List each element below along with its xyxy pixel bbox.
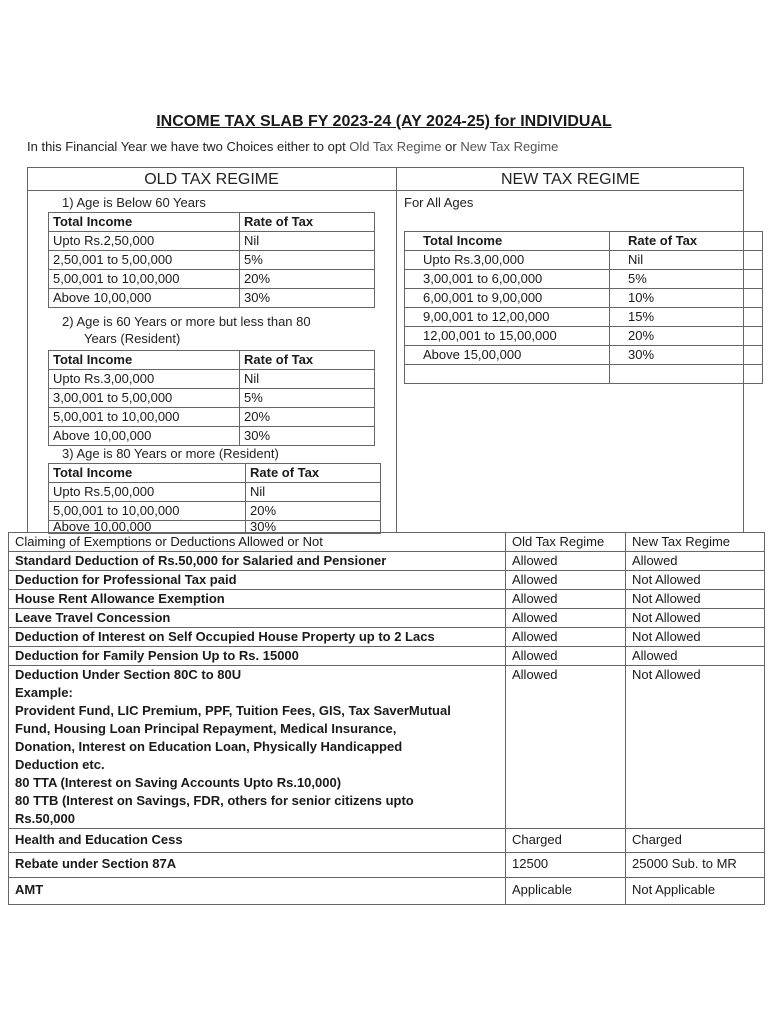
section-80-cell (9, 666, 506, 829)
table-row (49, 232, 375, 251)
income-cell: 9,00,001 to 12,00,000 (405, 308, 610, 327)
income-cell: 5,00,001 to 10,00,000 (49, 270, 240, 289)
header-old-regime: Old Tax Regime (506, 533, 626, 552)
old-status-cell: 12500 (506, 853, 626, 878)
claim-cell: Rebate under Section 87A (9, 853, 506, 878)
income-cell: Above 10,00,000 (49, 521, 246, 534)
rate-cell: Nil (610, 251, 763, 270)
table-row (9, 552, 765, 571)
empty-cell (610, 365, 763, 384)
new-regime-caption: For All Ages (404, 195, 474, 210)
rate-cell: Nil (240, 232, 375, 251)
new-regime-heading: NEW TAX REGIME (501, 171, 640, 188)
rate-cell: 30% (240, 289, 375, 308)
subtitle-prefix: In this Financial Year we have two Choices either to opt (27, 139, 350, 154)
table-row (49, 389, 375, 408)
income-cell: Above 10,00,000 (49, 289, 240, 308)
income-cell: Upto Rs.3,00,000 (49, 370, 240, 389)
rate-cell: 10% (610, 289, 763, 308)
rate-cell: 20% (246, 502, 381, 521)
table-header-row (49, 351, 375, 370)
table-row (49, 502, 381, 521)
new-status-cell: Not Allowed (626, 571, 765, 590)
table-row-empty (405, 365, 763, 384)
old-status-cell: Allowed (506, 647, 626, 666)
new-status-cell: Not Allowed (626, 609, 765, 628)
section-80-line: Deduction Under Section 80C to 80U (15, 667, 242, 682)
rate-cell: 5% (610, 270, 763, 289)
section-80-line: Example: (15, 685, 73, 700)
new-status-cell: Not Applicable (626, 878, 765, 905)
header-total-income: Total Income (405, 232, 610, 251)
rate-cell: 20% (240, 270, 375, 289)
section-80-line: Fund, Housing Loan Principal Repayment, Medical Insurance, (15, 721, 397, 736)
income-cell: 6,00,001 to 9,00,000 (405, 289, 610, 308)
new-regime-table (404, 231, 763, 384)
new-status-cell: Not Allowed (626, 628, 765, 647)
table-row (49, 408, 375, 427)
old-group-3-table (48, 463, 381, 534)
rate-cell: 20% (610, 327, 763, 346)
claim-cell: Standard Deduction of Rs.50,000 for Salaried and Pensioner (9, 552, 506, 571)
rate-cell: 30% (240, 427, 375, 446)
claim-cell: House Rent Allowance Exemption (9, 590, 506, 609)
header-new-regime: New Tax Regime (626, 533, 765, 552)
section-80-row (9, 666, 765, 829)
claim-cell: Deduction for Professional Tax paid (9, 571, 506, 590)
claim-cell: Deduction of Interest on Self Occupied House Property up to 2 Lacs (9, 628, 506, 647)
claim-cell: Deduction for Family Pension Up to Rs. 15000 (9, 647, 506, 666)
table-header-row (405, 232, 763, 251)
section-80-line: Rs.50,000 (15, 811, 75, 826)
old-status-cell: Allowed (506, 666, 626, 829)
new-status-cell: Not Allowed (626, 666, 765, 829)
old-group-1-table (48, 212, 375, 308)
section-80-line: Deduction etc. (15, 757, 105, 772)
table-row (49, 483, 381, 502)
document-title: INCOME TAX SLAB FY 2023-24 (AY 2024-25) for INDIVIDUAL (156, 113, 612, 130)
header-total-income: Total Income (49, 351, 240, 370)
old-status-cell: Charged (506, 829, 626, 853)
old-status-cell: Allowed (506, 609, 626, 628)
table-row (405, 270, 763, 289)
regime-divider (396, 167, 397, 533)
section-80-line: Donation, Interest on Education Loan, Physically Handicapped (15, 739, 403, 754)
old-status-cell: Allowed (506, 628, 626, 647)
new-status-cell: Not Allowed (626, 590, 765, 609)
old-group-2-caption-cont: Years (Resident) (84, 331, 181, 346)
rate-cell: 30% (610, 346, 763, 365)
income-cell: Upto Rs.3,00,000 (405, 251, 610, 270)
old-regime-heading: OLD TAX REGIME (144, 171, 279, 188)
table-row (49, 270, 375, 289)
heading-divider (27, 190, 744, 191)
table-row (9, 647, 765, 666)
old-group-2-table (48, 350, 375, 446)
rate-cell: 5% (240, 389, 375, 408)
table-row (405, 251, 763, 270)
table-row (9, 571, 765, 590)
subtitle-new: New Tax Regime (460, 139, 559, 154)
empty-cell (405, 365, 610, 384)
table-row (49, 427, 375, 446)
header-total-income: Total Income (49, 464, 246, 483)
table-row (9, 829, 765, 853)
old-status-cell: Allowed (506, 590, 626, 609)
header-rate-of-tax: Rate of Tax (610, 232, 763, 251)
income-cell: 5,00,001 to 10,00,000 (49, 408, 240, 427)
header-claim: Claiming of Exemptions or Deductions Allowed or Not (9, 533, 506, 552)
rate-cell: 15% (610, 308, 763, 327)
income-cell: 3,00,001 to 5,00,000 (49, 389, 240, 408)
header-total-income: Total Income (49, 213, 240, 232)
table-row (9, 628, 765, 647)
income-cell: Upto Rs.2,50,000 (49, 232, 240, 251)
section-80-line: Provident Fund, LIC Premium, PPF, Tuition Fees, GIS, Tax SaverMutual (15, 703, 451, 718)
table-row (405, 308, 763, 327)
header-rate-of-tax: Rate of Tax (240, 351, 375, 370)
table-header-row (49, 464, 381, 483)
table-row (9, 590, 765, 609)
income-cell: 3,00,001 to 6,00,000 (405, 270, 610, 289)
table-header-row (49, 213, 375, 232)
rate-cell: 30% (246, 521, 381, 534)
income-cell: 5,00,001 to 10,00,000 (49, 502, 246, 521)
rate-cell: Nil (246, 483, 381, 502)
rate-cell: Nil (240, 370, 375, 389)
claim-cell: AMT (9, 878, 506, 905)
income-cell: Above 10,00,000 (49, 427, 240, 446)
old-group-3-caption: 3) Age is 80 Years or more (Resident) (62, 446, 279, 461)
income-cell: Above 15,00,000 (405, 346, 610, 365)
new-status-cell: 25000 Sub. to MR (626, 853, 765, 878)
header-rate-of-tax: Rate of Tax (246, 464, 381, 483)
old-group-2-caption: 2) Age is 60 Years or more but less than 80 (62, 314, 311, 329)
income-cell: 2,50,001 to 5,00,000 (49, 251, 240, 270)
table-row (9, 609, 765, 628)
table-row (49, 370, 375, 389)
claim-cell: Health and Education Cess (9, 829, 506, 853)
subtitle-old: Old Tax Regime (349, 139, 442, 154)
deductions-header-row (9, 533, 765, 552)
document-subtitle (27, 139, 558, 154)
table-row (405, 327, 763, 346)
rate-cell: 20% (240, 408, 375, 427)
section-80-line: 80 TTB (Interest on Savings, FDR, others for senior citizens upto (15, 793, 414, 808)
section-80-line: 80 TTA (Interest on Saving Accounts Upto Rs.10,000) (15, 775, 342, 790)
deductions-table (8, 532, 765, 905)
old-status-cell: Allowed (506, 552, 626, 571)
new-status-cell: Allowed (626, 552, 765, 571)
table-row (405, 346, 763, 365)
income-cell: Upto Rs.5,00,000 (49, 483, 246, 502)
subtitle-mid: or (441, 139, 461, 154)
table-row (49, 289, 375, 308)
old-status-cell: Allowed (506, 571, 626, 590)
table-row (49, 251, 375, 270)
new-status-cell: Charged (626, 829, 765, 853)
old-status-cell: Applicable (506, 878, 626, 905)
claim-cell: Leave Travel Concession (9, 609, 506, 628)
table-row (405, 289, 763, 308)
new-status-cell: Allowed (626, 647, 765, 666)
rate-cell: 5% (240, 251, 375, 270)
old-group-1-caption: 1) Age is Below 60 Years (62, 195, 206, 210)
header-rate-of-tax: Rate of Tax (240, 213, 375, 232)
table-row (9, 853, 765, 878)
table-row (9, 878, 765, 905)
income-cell: 12,00,001 to 15,00,000 (405, 327, 610, 346)
